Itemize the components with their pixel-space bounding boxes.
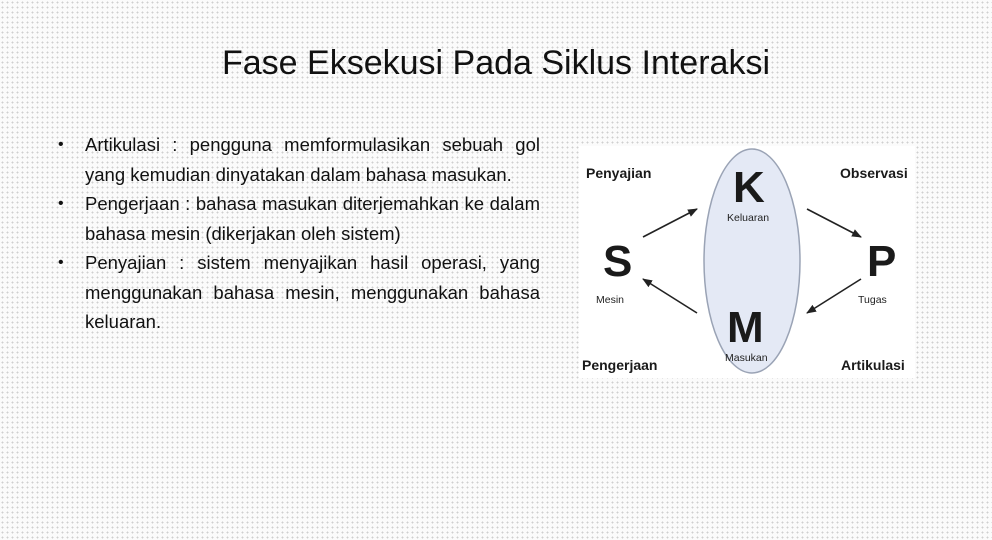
arrow-tugas-to-masukan: [807, 279, 861, 313]
node-s-caption: Mesin: [596, 294, 625, 306]
arrow-masukan-to-mesin: [643, 279, 697, 313]
node-m-letter: M: [727, 303, 764, 352]
label-artikulasi: Artikulasi: [841, 357, 905, 373]
node-s-letter: S: [603, 237, 633, 286]
bullet-text: Pengerjaan : bahasa masukan diterjemahkan ke dalam bahasa mesin (dikerjakan oleh sistem): [85, 193, 540, 244]
node-p-caption: Tugas: [858, 294, 887, 306]
bullet-marker: •: [58, 195, 64, 212]
bullet-item-penyajian: [56, 248, 540, 337]
bullet-marker: •: [58, 254, 64, 271]
bullet-list: [56, 130, 540, 337]
bullet-text: Penyajian : sistem menyajikan hasil operasi, yang menggunakan bahasa mesin, menggunakan bahasa keluaran.: [85, 252, 540, 332]
interaction-cycle-diagram: [579, 146, 915, 378]
node-k-caption: Keluaran: [727, 212, 770, 224]
node-p-letter: P: [867, 237, 897, 286]
node-m-caption: Masukan: [725, 352, 768, 364]
arrow-mesin-to-keluaran: [643, 209, 697, 237]
label-penyajian: Penyajian: [586, 165, 652, 181]
arrow-tugas-from-observasi: [807, 209, 861, 237]
slide-title: Fase Eksekusi Pada Siklus Interaksi: [221, 44, 771, 82]
label-observasi: Observasi: [840, 165, 908, 181]
bullet-marker: •: [58, 136, 64, 153]
bullet-item-artikulasi: [56, 130, 540, 189]
label-pengerjaan: Pengerjaan: [582, 357, 658, 373]
bullet-text: Artikulasi : pengguna memformulasikan sebuah gol yang kemudian dinyatakan dalam bahasa masukan.: [85, 134, 540, 185]
node-k-letter: K: [733, 163, 765, 212]
bullet-item-pengerjaan: [56, 189, 540, 248]
